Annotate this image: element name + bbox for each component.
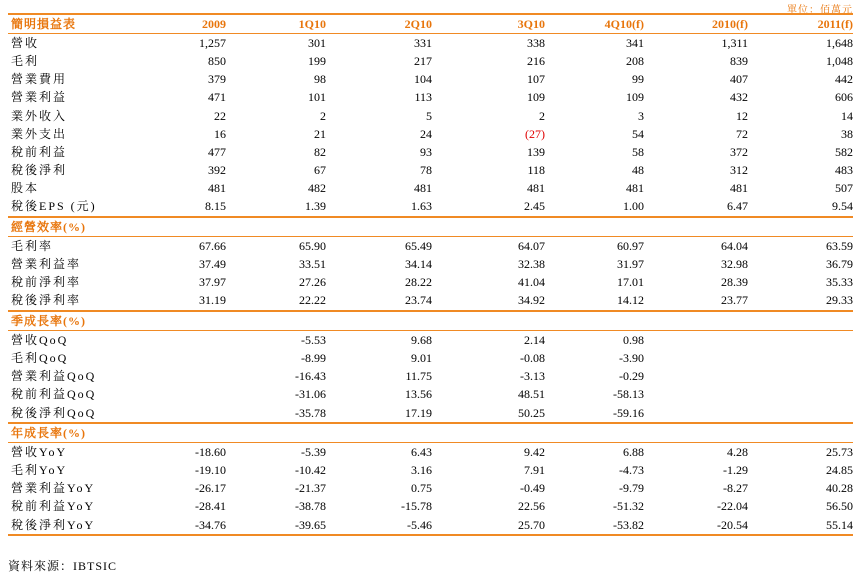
section-header	[8, 423, 853, 443]
value-cell: -31.06	[295, 387, 326, 402]
value-cell: 1,311	[721, 35, 748, 50]
value-cell: 217	[414, 53, 432, 68]
value-cell	[644, 349, 748, 367]
column-header: 2010(f)	[644, 14, 748, 34]
value-cell: 13.56	[405, 387, 432, 402]
source-note: 資料來源：IBTSIC	[8, 559, 118, 573]
value-cell: 0.75	[411, 481, 432, 496]
value-cell: -0.08	[520, 350, 545, 365]
value-cell: 1,257	[199, 35, 226, 50]
section-header-cell	[748, 311, 853, 331]
value-cell: 582	[835, 144, 853, 159]
value-cell: -16.43	[295, 369, 326, 384]
section-header-cell	[226, 423, 326, 443]
value-cell: 7.91	[524, 463, 545, 478]
value-cell: 78	[420, 163, 432, 178]
value-cell: -5.39	[301, 444, 326, 459]
value-cell: 850	[208, 53, 226, 68]
value-cell: 37.49	[199, 257, 226, 272]
row-label: 營業費用	[11, 72, 68, 87]
section-header-cell	[432, 217, 545, 237]
value-cell: (27)	[525, 126, 545, 141]
table-row	[8, 89, 853, 107]
value-cell: 113	[414, 90, 432, 105]
table-row	[8, 180, 853, 198]
table-row	[8, 462, 853, 480]
value-cell: -5.46	[326, 516, 432, 535]
value-cell: 40.28	[826, 481, 853, 496]
value-cell: -15.78	[401, 499, 432, 514]
value-cell	[748, 349, 853, 367]
section-header-cell	[126, 217, 226, 237]
value-cell: -28.41	[195, 499, 226, 514]
value-cell: 9.42	[524, 444, 545, 459]
value-cell: -3.90	[619, 350, 644, 365]
value-cell: 338	[527, 35, 545, 50]
value-cell: 372	[730, 144, 748, 159]
table-row	[8, 162, 853, 180]
table-row	[8, 443, 853, 462]
row-label: 營業利益率	[11, 257, 82, 272]
row-label: 營業利益	[11, 90, 68, 105]
value-cell: 481	[414, 181, 432, 196]
value-cell	[126, 386, 226, 404]
table-row	[8, 292, 853, 311]
value-cell: 2	[539, 108, 545, 123]
table-row	[8, 331, 853, 350]
column-header: 2009	[126, 14, 226, 34]
row-label: 稅前利益	[11, 144, 68, 159]
row-label: 稅後EPS (元)	[11, 199, 97, 214]
table-row	[8, 125, 853, 143]
section-header-cell	[545, 423, 644, 443]
value-cell: 481	[208, 181, 226, 196]
table-row	[8, 34, 853, 53]
value-cell: 1.00	[623, 199, 644, 214]
section-header-cell	[748, 217, 853, 237]
value-cell: 442	[835, 72, 853, 87]
row-label: 稅後淨利率	[11, 293, 82, 308]
value-cell: 17.01	[617, 275, 644, 290]
value-cell: 481	[527, 181, 545, 196]
row-label: 業外支出	[11, 126, 68, 141]
value-cell: 1,048	[826, 53, 853, 68]
value-cell: 1.63	[411, 199, 432, 214]
value-cell: 99	[632, 72, 644, 87]
value-cell	[644, 386, 748, 404]
value-cell: 32.98	[721, 257, 748, 272]
value-cell: 23.74	[405, 293, 432, 308]
row-label: 稅後淨利QoQ	[11, 405, 97, 420]
value-cell: 208	[626, 53, 644, 68]
row-label: 股本	[11, 181, 40, 196]
value-cell: 331	[414, 35, 432, 50]
value-cell	[748, 386, 853, 404]
table-row	[8, 498, 853, 516]
section-title: 年成長率(%)	[8, 423, 126, 443]
section-header-cell	[326, 217, 432, 237]
value-cell: 341	[626, 35, 644, 50]
value-cell: -59.16	[613, 405, 644, 420]
value-cell: 379	[208, 72, 226, 87]
value-cell: -34.76	[126, 516, 226, 535]
value-cell: 8.15	[205, 199, 226, 214]
row-label: 營收QoQ	[11, 332, 69, 347]
value-cell: -38.78	[295, 499, 326, 514]
value-cell: 65.90	[299, 238, 326, 253]
value-cell: 72	[736, 126, 748, 141]
section-header-cell	[432, 423, 545, 443]
value-cell: -39.65	[226, 516, 326, 535]
value-cell: 5	[426, 108, 432, 123]
section-header-cell	[126, 423, 226, 443]
section-header-cell	[226, 311, 326, 331]
row-label: 稅後淨利	[11, 163, 68, 178]
table-row	[8, 143, 853, 161]
row-label: 稅後淨利YoY	[8, 516, 126, 535]
value-cell: 82	[314, 144, 326, 159]
value-cell: -0.49	[520, 481, 545, 496]
value-cell: 483	[835, 163, 853, 178]
section-header	[8, 311, 853, 331]
value-cell: 481	[730, 181, 748, 196]
value-cell: 27.26	[299, 275, 326, 290]
row-label: 營收YoY	[11, 444, 68, 459]
value-cell: 471	[208, 90, 226, 105]
value-cell: 6.43	[411, 444, 432, 459]
value-cell: 65.49	[405, 238, 432, 253]
section-header-cell	[644, 217, 748, 237]
value-cell: -58.13	[613, 387, 644, 402]
value-cell: -22.04	[717, 499, 748, 514]
value-cell: 41.04	[518, 275, 545, 290]
value-cell: 199	[308, 53, 326, 68]
value-cell: -8.99	[301, 350, 326, 365]
value-cell: -51.32	[613, 499, 644, 514]
section-header	[8, 217, 853, 237]
table-row	[8, 107, 853, 125]
column-header: 2Q10	[326, 14, 432, 34]
table-row	[8, 368, 853, 386]
row-label: 毛利QoQ	[11, 350, 69, 365]
value-cell: 32.38	[518, 257, 545, 272]
value-cell: 839	[730, 53, 748, 68]
section-header-cell	[326, 423, 432, 443]
value-cell: 1.39	[305, 199, 326, 214]
value-cell: 25.73	[826, 444, 853, 459]
table-row	[8, 237, 853, 256]
unit-label: 單位：佰萬元	[787, 5, 853, 16]
value-cell: 22	[214, 108, 226, 123]
value-cell	[644, 331, 748, 350]
column-header: 3Q10	[432, 14, 545, 34]
value-cell: -26.17	[195, 481, 226, 496]
value-cell: 432	[730, 90, 748, 105]
value-cell: 21	[314, 126, 326, 141]
value-cell: 477	[208, 144, 226, 159]
value-cell: 104	[414, 72, 432, 87]
section-title: 經營效率(%)	[8, 217, 126, 237]
value-cell: 35.33	[826, 275, 853, 290]
section-header-cell	[126, 311, 226, 331]
value-cell: 64.07	[518, 238, 545, 253]
table-row	[8, 349, 853, 367]
value-cell: 6.47	[727, 199, 748, 214]
row-label: 毛利YoY	[11, 463, 68, 478]
value-cell: 9.68	[411, 332, 432, 347]
value-cell: -1.29	[723, 463, 748, 478]
row-label: 毛利率	[11, 238, 54, 253]
value-cell: -21.37	[295, 481, 326, 496]
value-cell: 9.01	[411, 350, 432, 365]
section-header-cell	[326, 311, 432, 331]
row-label: 業外收入	[11, 108, 68, 123]
value-cell: 301	[308, 35, 326, 50]
value-cell: 482	[308, 181, 326, 196]
value-cell: -3.13	[520, 369, 545, 384]
value-cell: -19.10	[195, 463, 226, 478]
value-cell: 31.19	[199, 293, 226, 308]
value-cell: 48	[632, 163, 644, 178]
value-cell: 17.19	[405, 405, 432, 420]
value-cell: 2.45	[524, 199, 545, 214]
table-row	[8, 480, 853, 498]
row-label: 稅前利益QoQ	[11, 387, 97, 402]
value-cell: 312	[730, 163, 748, 178]
table-row	[8, 198, 853, 217]
value-cell: 4.28	[727, 444, 748, 459]
value-cell: 37.97	[199, 275, 226, 290]
value-cell: -10.42	[295, 463, 326, 478]
value-cell: 93	[420, 144, 432, 159]
section-title: 簡明損益表	[8, 14, 126, 34]
value-cell: 12	[736, 108, 748, 123]
value-cell: -8.27	[723, 481, 748, 496]
value-cell: 63.59	[826, 238, 853, 253]
table-row	[8, 255, 853, 273]
value-cell: 64.04	[721, 238, 748, 253]
table-row	[8, 52, 853, 70]
value-cell: 3	[638, 108, 644, 123]
value-cell: 22.22	[299, 293, 326, 308]
value-cell: 55.14	[748, 516, 853, 535]
value-cell: 48.51	[518, 387, 545, 402]
value-cell: 67	[314, 163, 326, 178]
table-row	[8, 516, 853, 535]
value-cell: -9.79	[619, 481, 644, 496]
value-cell: 118	[527, 163, 545, 178]
value-cell	[644, 404, 748, 423]
value-cell: -0.29	[619, 369, 644, 384]
value-cell: 28.39	[721, 275, 748, 290]
row-label: 稅前利益YoY	[11, 499, 96, 514]
value-cell: 36.79	[826, 257, 853, 272]
section-header-cell	[644, 423, 748, 443]
value-cell: 481	[626, 181, 644, 196]
value-cell: 14	[841, 108, 853, 123]
row-label: 毛利	[11, 53, 40, 68]
value-cell	[126, 331, 226, 350]
value-cell: -35.78	[295, 405, 326, 420]
value-cell: 216	[527, 53, 545, 68]
value-cell: 9.54	[832, 199, 853, 214]
table-row	[8, 404, 853, 423]
value-cell	[748, 404, 853, 423]
value-cell: 54	[632, 126, 644, 141]
value-cell: 98	[314, 72, 326, 87]
value-cell: 139	[527, 144, 545, 159]
value-cell: 60.97	[617, 238, 644, 253]
table-row	[8, 386, 853, 404]
value-cell: 606	[835, 90, 853, 105]
value-cell: 2.14	[524, 332, 545, 347]
value-cell: 109	[626, 90, 644, 105]
value-cell	[748, 331, 853, 350]
value-cell: 392	[208, 163, 226, 178]
value-cell	[126, 349, 226, 367]
value-cell: 56.50	[826, 499, 853, 514]
value-cell: 31.97	[617, 257, 644, 272]
value-cell: 58	[632, 144, 644, 159]
value-cell: 109	[527, 90, 545, 105]
value-cell: 29.33	[826, 293, 853, 308]
value-cell: 38	[841, 126, 853, 141]
column-header: 2011(f)	[748, 14, 853, 34]
value-cell	[644, 368, 748, 386]
value-cell: 11.75	[405, 369, 432, 384]
table-row	[8, 71, 853, 89]
section-header-cell	[545, 217, 644, 237]
value-cell: 23.77	[721, 293, 748, 308]
value-cell: -5.53	[301, 332, 326, 347]
value-cell	[126, 368, 226, 386]
section-header-cell	[644, 311, 748, 331]
value-cell: 34.92	[518, 293, 545, 308]
value-cell: 407	[730, 72, 748, 87]
value-cell: -20.54	[644, 516, 748, 535]
value-cell: 67.66	[199, 238, 226, 253]
column-header: 1Q10	[226, 14, 326, 34]
section-header-cell	[432, 311, 545, 331]
value-cell	[126, 404, 226, 423]
value-cell: 0.98	[623, 332, 644, 347]
value-cell: 107	[527, 72, 545, 87]
value-cell: 24	[420, 126, 432, 141]
value-cell: -4.73	[619, 463, 644, 478]
section-title: 季成長率(%)	[8, 311, 126, 331]
row-label: 營業利益QoQ	[11, 369, 97, 384]
value-cell: 2	[320, 108, 326, 123]
column-header: 4Q10(f)	[545, 14, 644, 34]
value-cell: -53.82	[545, 516, 644, 535]
value-cell: 25.70	[432, 516, 545, 535]
section-header	[8, 14, 853, 34]
value-cell: 507	[835, 181, 853, 196]
section-header-cell	[748, 423, 853, 443]
section-header-cell	[226, 217, 326, 237]
value-cell: 14.12	[617, 293, 644, 308]
value-cell	[748, 368, 853, 386]
value-cell: 1,648	[826, 35, 853, 50]
row-label: 營業利益YoY	[11, 481, 96, 496]
value-cell: 101	[308, 90, 326, 105]
value-cell: 33.51	[299, 257, 326, 272]
row-label: 營收	[11, 35, 40, 50]
income-statement-table	[8, 13, 853, 536]
row-label: 稅前淨利率	[11, 275, 82, 290]
table-row	[8, 274, 853, 292]
value-cell: -18.60	[195, 444, 226, 459]
value-cell: 28.22	[405, 275, 432, 290]
value-cell: 22.56	[518, 499, 545, 514]
value-cell: 3.16	[411, 463, 432, 478]
section-header-cell	[545, 311, 644, 331]
value-cell: 16	[214, 126, 226, 141]
value-cell: 50.25	[518, 405, 545, 420]
value-cell: 24.85	[826, 463, 853, 478]
value-cell: 6.88	[623, 444, 644, 459]
value-cell: 34.14	[405, 257, 432, 272]
